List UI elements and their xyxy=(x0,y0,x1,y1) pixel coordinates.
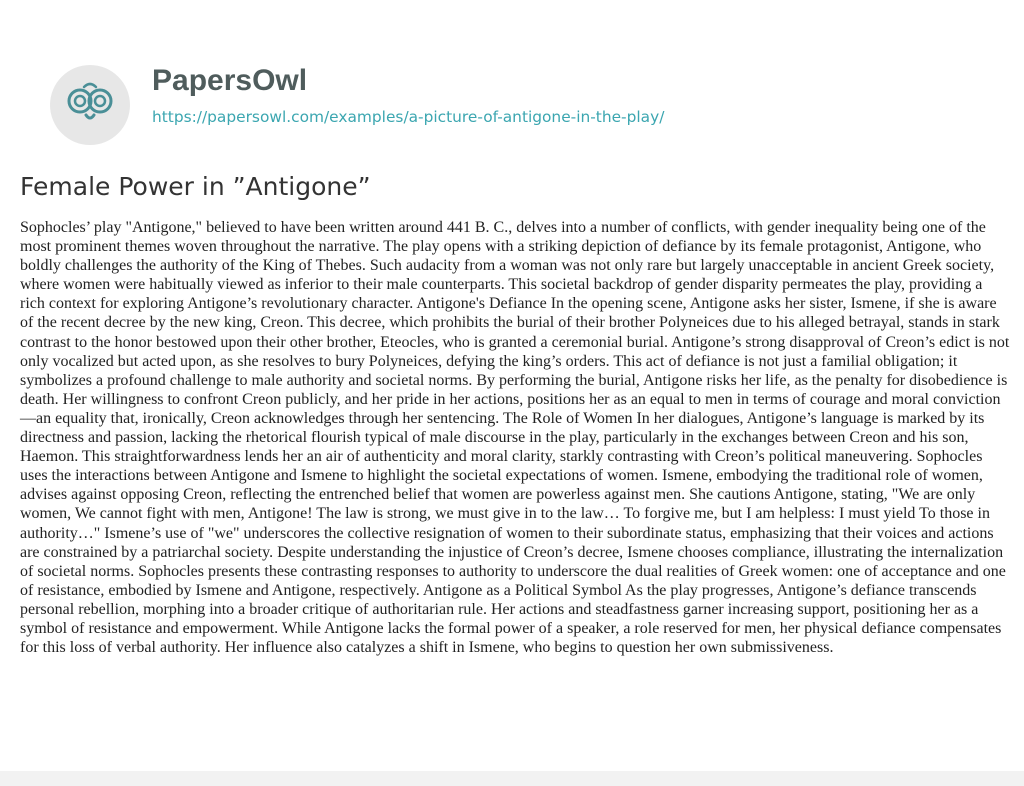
owl-logo-icon[interactable] xyxy=(50,65,130,145)
footer-bar xyxy=(0,771,1024,786)
article-body: Sophocles’ play "Antigone," believed to have been written around 441 B. C., delves into a number of conflicts, with gender inequality being one of the most prominent themes woven throughout the narrative. The play opens with a striking depiction of defiance by its female protagonist, Antigone, who boldly challenges the authority of the King of Thebes. Such audacity from a woman was not only rare but largely unacceptable in ancient Greek society, where women were habitually viewed as inferior to their male counterparts. This societal backdrop of gender disparity permeates the play, providing a rich context for exploring Antigone’s revolutionary character. Antigone's Defiance In the opening scene, Antigone asks her sister, Ismene, if she is aware of the recent decree by the new king, Creon. This decree, which prohibits the burial of their brother Polyneices due to his alleged betrayal, stands in stark contrast to the honor bestowed upon their other brother, Eteocles, who is granted a ceremonial burial. Antigone’s strong disapproval of Creon’s edict is not only vocalized but acted upon, as she resolves to bury Polyneices, defying the king’s orders. This act of defiance is not just a familial obligation; it symbolizes a profound challenge to male authority and societal norms. By performing the burial, Antigone risks her life, as the penalty for disobedience is death. Her willingness to confront Creon publicly, and her pride in her actions, positions her as an equal to men in terms of courage and moral conviction—an equality that, ironically, Creon acknowledges through her sentencing. The Role of Women In her dialogues, Antigone’s language is marked by its directness and passion, lacking the rhetorical flourish typical of male discourse in the play, particularly in the exchanges between Creon and his son, Haemon. This straightforwardness lends her an air of authenticity and moral clarity, starkly contrasting with Creon’s political maneuvering. Sophocles uses the interactions between Antigone and Ismene to highlight the societal expectations of women. Ismene, embodying the traditional role of women, advises against opposing Creon, reflecting the entrenched belief that women are powerless against men. She cautions Antigone, stating, "We are only women, We cannot fight with men, Antigone! The law is strong, we must give in to the law… To forgive me, but I am helpless: I must yield To those in authority…" Ismene’s use of "we" underscores the collective resignation of women to their subordinate status, emphasizing that their voices and actions are constrained by a patriarchal society. Despite understanding the injustice of Creon’s decree, Ismene chooses compliance, illustrating the internalization of societal norms. Sophocles presents these contrasting responses to authority to underscore the dual realities of Greek women: one of acceptance and one of resistance, embodied by Ismene and Antigone, respectively. Antigone as a Political Symbol As the play progresses, Antigone’s defiance transcends personal rebellion, morphing into a broader critique of authoritarian rule. Her actions and steadfastness garner increasing support, positioning her as a symbol of resistance and empowerment. While Antigone lacks the formal power of a speaker, a role reserved for men, her physical defiance compensates for this loss of verbal authority. Her influence also catalyzes a shift in Ismene, who begins to question her own submissiveness. xyxy=(20,219,1010,657)
article-title: Female Power in ”Antigone” xyxy=(20,172,371,201)
source-url-link[interactable]: https://papersowl.com/examples/a-picture-of-antigone-in-the-play/ xyxy=(152,108,665,126)
owl-logo-graphic xyxy=(62,77,118,133)
header xyxy=(0,0,1024,150)
brand-name[interactable]: PapersOwl xyxy=(152,64,308,97)
